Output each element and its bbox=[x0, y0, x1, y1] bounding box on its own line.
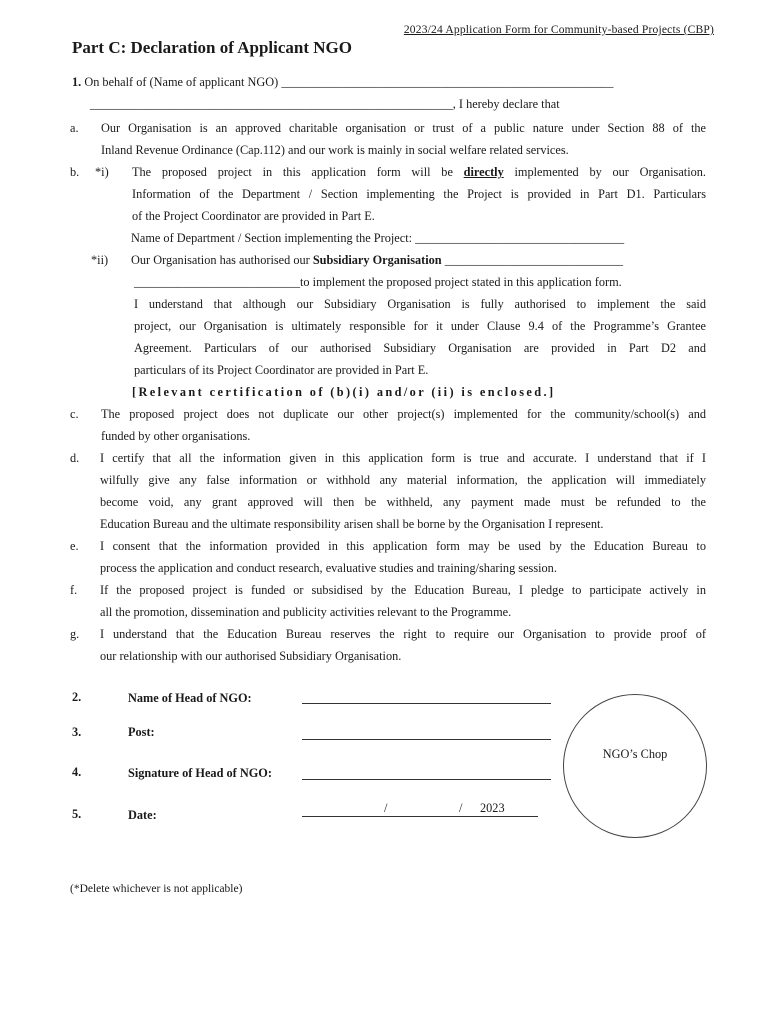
page-title: Part C: Declaration of Applicant NGO bbox=[72, 38, 352, 57]
item-c-line-1: The proposed project does not duplicate our other project(s) implemented for the community/school(s) and bbox=[101, 407, 706, 421]
item-g-line-2: our relationship with our authorised Subsidiary Organisation. bbox=[100, 649, 402, 663]
item-b-ii-line-3: I understand that although our Subsidiary Organisation is fully authorised to implement the said bbox=[134, 297, 706, 311]
item-b-ii-label: *ii) bbox=[91, 253, 109, 267]
item-f-label: f. bbox=[70, 583, 78, 597]
item-b-ii-line-4: project, our Organisation is ultimately responsible for it under Clause 9.4 of the Programme’s Grantee bbox=[134, 319, 706, 333]
item-c-label: c. bbox=[70, 407, 79, 421]
post-label: Post: bbox=[128, 725, 155, 739]
item-b-i-text-after: implemented by our Organisation. bbox=[514, 165, 706, 179]
item-g-line-1: I understand that the Education Bureau reserves the right to require our Organisation to provide proof of bbox=[100, 627, 706, 641]
item-1 bbox=[72, 71, 613, 93]
item-b-i-line-1 bbox=[132, 161, 706, 183]
item-b-i-text-before: The proposed project in this application form will be bbox=[132, 165, 453, 179]
item-b-ii-line-6: particulars of its Project Coordinator are provided in Part E. bbox=[134, 363, 429, 377]
footnote: (*Delete whichever is not applicable) bbox=[70, 883, 243, 895]
head-name-field[interactable] bbox=[302, 703, 551, 704]
item-b-i-line-2: Information of the Department / Section implementing the Project is provided in Part D1. Particulars bbox=[132, 187, 706, 201]
item-e-line-1: I consent that the information provided in this application form may be used by the Education Bureau to bbox=[100, 539, 706, 553]
directly-emphasis: directly bbox=[463, 165, 504, 179]
item-b-i-label: *i) bbox=[95, 165, 109, 179]
date-separator-1: / bbox=[384, 801, 388, 815]
post-field[interactable] bbox=[302, 739, 551, 740]
item-d-line-1: I certify that all the information given in this application form is true and accurate. I understand that if I bbox=[100, 451, 706, 465]
item-e-line-2: process the application and conduct research, evaluative studies and training/sharing session. bbox=[100, 561, 557, 575]
item-b-label: b. bbox=[70, 165, 80, 179]
date-field[interactable] bbox=[302, 816, 538, 817]
subsidiary-organisation-emphasis: Subsidiary Organisation bbox=[312, 253, 442, 267]
item-d-line-2: wilfully give any false information or withhold any material information, the application will immediately bbox=[100, 473, 706, 487]
item-b-ii-text-before: Our Organisation has authorised our bbox=[131, 253, 310, 267]
item-1-line-1: On behalf of (Name of applicant NGO) ______________________________________________________ bbox=[84, 75, 614, 89]
item-b-ii-line-2: ___________________________to implement the proposed project stated in this application form. bbox=[134, 275, 622, 289]
signature-label: Signature of Head of NGO: bbox=[128, 766, 272, 780]
item-b-i-line-4: Name of Department / Section implementing the Project: __________________________________ bbox=[131, 231, 625, 245]
item-a-line-2: Inland Revenue Ordinance (Cap.112) and our work is mainly in social welfare related services. bbox=[101, 143, 569, 157]
running-header: 2023/24 Application Form for Community-based Projects (CBP) bbox=[403, 24, 714, 36]
item-f-line-1: If the proposed project is funded or subsidised by the Education Bureau, I pledge to participate actively in bbox=[100, 583, 706, 597]
item-b-ii-line-5: Agreement. Particulars of our authorised Subsidiary Organisation are provided in Part D2 and bbox=[134, 341, 706, 355]
item-d-label: d. bbox=[70, 451, 80, 465]
item-a-label: a. bbox=[70, 121, 79, 135]
item-3-number: 3. bbox=[72, 725, 82, 739]
item-1-number: 1. bbox=[72, 75, 82, 89]
item-d-line-4: Education Bureau and the ultimate responsibility arisen shall be borne by the Organisation I represent. bbox=[100, 517, 604, 531]
item-1-line-2: ___________________________________________________________, I hereby declare that bbox=[90, 97, 560, 111]
item-b-ii-blank: _____________________________ bbox=[444, 253, 624, 267]
item-2-number: 2. bbox=[72, 690, 82, 704]
ngo-chop-circle bbox=[563, 694, 707, 838]
item-c-line-2: funded by other organisations. bbox=[101, 429, 251, 443]
date-year: 2023 bbox=[480, 801, 505, 815]
ngo-chop-label: NGO’s Chop bbox=[602, 747, 668, 761]
item-b-i-line-3: of the Project Coordinator are provided in Part E. bbox=[132, 209, 375, 223]
item-d-line-3: become void, any grant approved will then be withheld, any payment made must be refunded to the bbox=[100, 495, 706, 509]
item-e-label: e. bbox=[70, 539, 79, 553]
item-f-line-2: all the promotion, dissemination and publicity activities relevant to the Programme. bbox=[100, 605, 512, 619]
certification-note: [Relevant certification of (b)(i) and/or (ii) is enclosed.] bbox=[132, 385, 556, 399]
item-5-number: 5. bbox=[72, 807, 82, 821]
item-a-line-1: Our Organisation is an approved charitable organisation or trust of a public nature under Section 88 of the bbox=[101, 121, 706, 135]
signature-field[interactable] bbox=[302, 779, 551, 780]
head-name-label: Name of Head of NGO: bbox=[128, 691, 252, 705]
item-4-number: 4. bbox=[72, 765, 82, 779]
item-g-label: g. bbox=[70, 627, 80, 641]
item-b-ii-line-1 bbox=[131, 249, 623, 271]
date-label: Date: bbox=[128, 808, 157, 822]
date-separator-2: / bbox=[459, 801, 463, 815]
